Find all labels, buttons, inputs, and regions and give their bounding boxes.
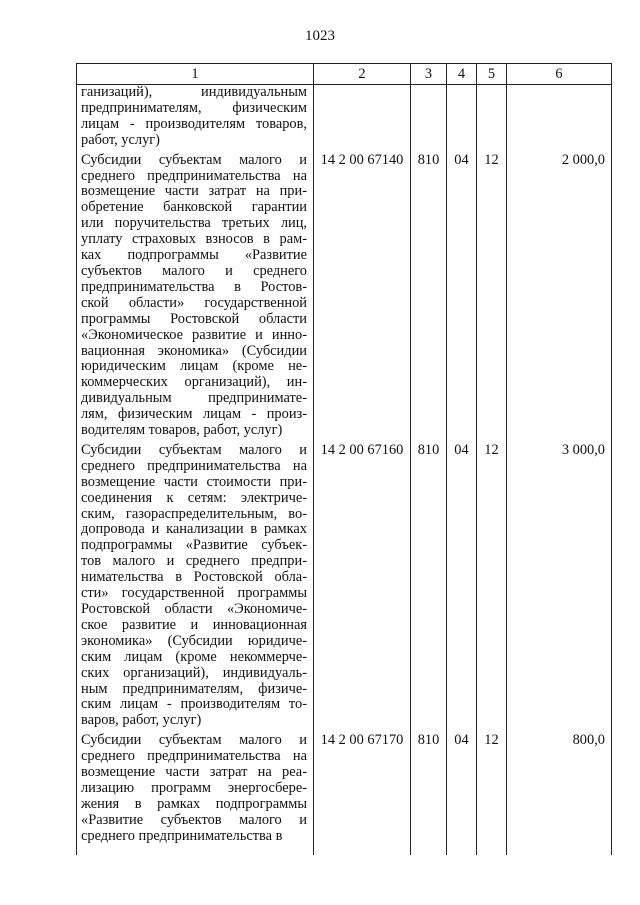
header-row <box>77 64 612 85</box>
column-header-3: 3 <box>411 64 447 85</box>
target-article-code <box>314 85 411 149</box>
expense-type-code: 810 <box>411 149 447 439</box>
table-continuation <box>77 845 612 855</box>
description-line: сти» государственной программы <box>81 585 307 602</box>
description-line: «Развитие субъектов малого и <box>81 811 307 828</box>
description-line: Ростовской области «Экономиче- <box>81 601 307 617</box>
expense-type-code: 810 <box>411 729 447 844</box>
subsection-code: 12 <box>477 729 507 844</box>
description-line: соединения к сетям: электриче- <box>81 489 307 506</box>
description-line: Субсидии субъектам малого и <box>81 441 307 458</box>
description-line: предпринимательства в Ростов- <box>81 278 307 295</box>
description-line: лизацию программ энергосбере- <box>81 779 307 796</box>
description-line: варов, работ, услуг) <box>81 712 202 729</box>
description-line: ское развитие и инновационная <box>81 616 307 633</box>
description-line: среднего предпринимательства в <box>81 827 283 844</box>
page-number: 1023 <box>305 28 335 44</box>
description-line: предпринимателям, физическим <box>81 99 307 116</box>
description-line: подпрограммы «Развитие субъек- <box>81 537 307 554</box>
description-line: возмещение части затрат на при- <box>81 183 307 200</box>
description-line: Субсидии субъектам малого и <box>81 151 307 168</box>
budget-table <box>76 63 612 855</box>
description-line: «Экономическое развитие и инно- <box>81 326 307 343</box>
target-article-code: 14 2 00 67170 <box>314 729 411 844</box>
description-line: Субсидии субъектам малого и <box>81 732 307 749</box>
expense-type-code <box>411 85 447 149</box>
description-line: или поручительства третьих лиц, <box>81 215 307 232</box>
description-line: ских организаций), индивидуаль- <box>81 664 307 681</box>
description-line: водителям товаров, работ, услуг) <box>81 422 283 439</box>
description-line: программы Ростовской области <box>81 310 307 327</box>
table-row <box>77 729 612 844</box>
amount-value: 3 000,0 <box>507 439 612 729</box>
expense-type-code: 810 <box>411 439 447 729</box>
section-code: 04 <box>447 149 477 439</box>
description-line: вационная экономика» (Субсидии <box>81 342 307 359</box>
target-article-code: 14 2 00 67140 <box>314 149 411 439</box>
description-line: лицам - производителям товаров, <box>81 115 307 132</box>
description-line: юридическим лицам (кроме не- <box>81 358 307 375</box>
description-line: среднего предпринимательства на <box>81 457 307 474</box>
description-line: работ, услуг) <box>81 131 160 148</box>
description-line: ской области» государственной <box>81 294 307 311</box>
description-line: нимательства в Ростовской обла- <box>81 569 307 586</box>
target-article-code: 14 2 00 67160 <box>314 439 411 729</box>
column-header-6: 6 <box>507 64 612 85</box>
description-line: экономика» (Субсидии юридиче- <box>81 632 307 649</box>
table-row <box>77 85 612 149</box>
description-line: коммерческих организаций), ин- <box>81 374 307 391</box>
description-line: ках подпрограммы «Развитие <box>81 247 307 264</box>
description-line: ским, газораспределительным, во- <box>81 505 307 522</box>
description-line: ским лицам (кроме некоммерче- <box>81 648 307 665</box>
amount-value: 800,0 <box>507 729 612 844</box>
description-line: среднего предпринимательства на <box>81 748 307 765</box>
description-line: допровода и канализации в рамках <box>81 521 307 538</box>
section-code <box>447 85 477 149</box>
description-line: возмещение части затрат на реа- <box>81 764 307 781</box>
description-cell <box>77 729 314 844</box>
amount-value: 2 000,0 <box>507 149 612 439</box>
description-line: жения в рамках подпрограммы <box>81 795 307 812</box>
description-line: ским лицам - производителям то- <box>81 696 307 713</box>
table-body <box>77 85 612 855</box>
description-cell <box>77 439 314 729</box>
column-header-2: 2 <box>314 64 411 85</box>
section-code: 04 <box>447 729 477 844</box>
section-code: 04 <box>447 439 477 729</box>
subsection-code: 12 <box>477 149 507 439</box>
column-header-1: 1 <box>77 64 314 85</box>
description-line: возмещение части стоимости при- <box>81 473 307 490</box>
description-line: лям, физическим лицам - произ- <box>81 406 307 423</box>
description-line: обретение банковской гарантии <box>81 199 307 216</box>
description-line: среднего предпринимательства на <box>81 167 307 184</box>
description-cell <box>77 149 314 439</box>
description-line: тов малого и среднего предпри- <box>81 553 307 570</box>
description-line: уплату страховых взносов в рам- <box>81 231 307 248</box>
description-line: субъектов малого и среднего <box>81 262 307 279</box>
subsection-code: 12 <box>477 439 507 729</box>
table-row <box>77 439 612 729</box>
table-row <box>77 149 612 439</box>
description-line: дивидуальным предпринимате- <box>81 390 307 407</box>
subsection-code <box>477 85 507 149</box>
amount-value <box>507 85 612 149</box>
column-header-5: 5 <box>477 64 507 85</box>
description-cell <box>77 85 314 149</box>
description-line: ганизаций), индивидуальным <box>81 84 307 100</box>
description-line: ным предпринимателям, физиче- <box>81 680 307 697</box>
column-header-4: 4 <box>447 64 477 85</box>
